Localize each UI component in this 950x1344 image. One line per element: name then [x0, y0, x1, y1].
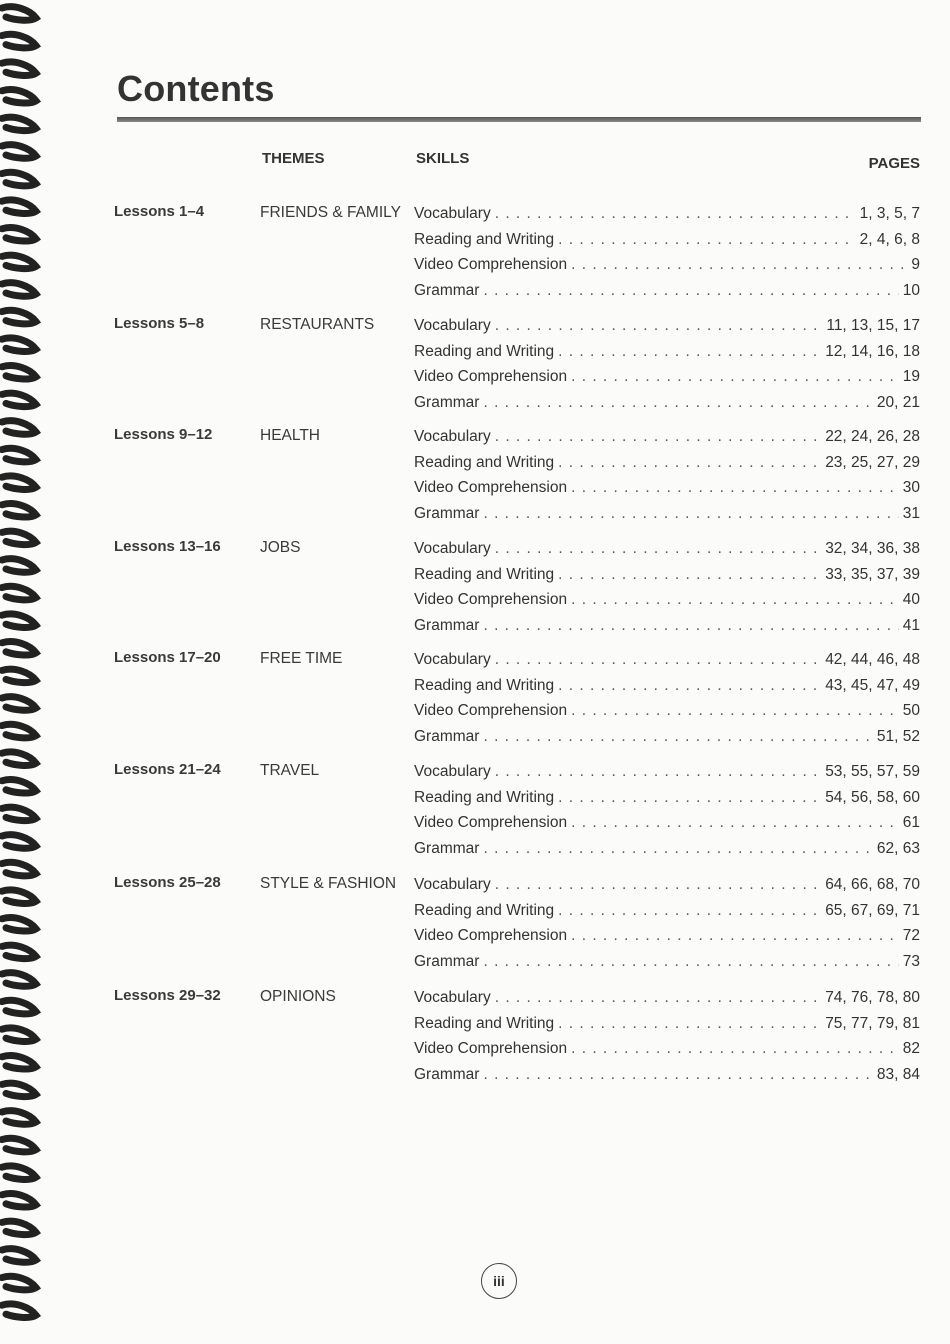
spiral-coil [2, 448, 36, 462]
skill-name: Reading and Writing [414, 230, 555, 248]
spiral-coil [2, 1000, 36, 1014]
skills-list [414, 763, 920, 865]
spiral-coil [2, 62, 36, 76]
page-refs: 54, 56, 58, 60 [825, 788, 920, 806]
spiral-coil [2, 973, 36, 987]
spiral-coil [2, 476, 36, 490]
lesson-group [114, 987, 922, 1091]
skill-row [414, 505, 920, 531]
skill-row [414, 540, 920, 566]
dot-leader [483, 394, 872, 412]
page-refs: 50 [902, 702, 920, 719]
skill-row [414, 454, 920, 480]
title-rule [117, 117, 921, 122]
lesson-range: Lessons 5–8 [114, 315, 205, 332]
skill-row [414, 368, 920, 394]
dot-leader [558, 677, 821, 695]
page-refs: 2, 4, 6, 8 [859, 230, 920, 248]
dot-leader [483, 282, 898, 300]
skill-name: Vocabulary [414, 763, 491, 780]
skill-name: Video Comprehension [414, 368, 568, 385]
themes-header: THEMES [262, 150, 325, 167]
dot-leader [558, 566, 821, 584]
skill-row [414, 702, 920, 728]
spiral-coil [2, 504, 36, 518]
skills-header: SKILLS [416, 150, 470, 167]
page-refs: 62, 63 [876, 839, 920, 857]
skill-row [414, 591, 920, 617]
dot-leader [571, 256, 907, 274]
dot-leader [483, 617, 898, 635]
page-refs: 73 [902, 952, 920, 970]
skill-row [414, 1066, 920, 1092]
lesson-group [114, 874, 922, 978]
dot-leader [483, 728, 872, 746]
dot-leader [558, 231, 856, 249]
spiral-coil [2, 807, 36, 821]
dot-leader [571, 368, 899, 386]
lesson-group [114, 761, 922, 865]
spiral-coil [2, 338, 36, 352]
spiral-coil [2, 1276, 36, 1290]
spiral-coil [2, 835, 36, 849]
skill-name: Grammar [414, 727, 480, 745]
spiral-coil [2, 531, 36, 545]
spiral-coil [2, 90, 36, 104]
spiral-coil [2, 1083, 36, 1097]
dot-leader [483, 840, 872, 858]
skill-row [414, 876, 920, 902]
dot-leader [495, 317, 823, 335]
dot-leader [495, 428, 821, 446]
dot-leader [483, 1066, 872, 1084]
skill-name: Vocabulary [414, 428, 491, 445]
dot-leader [495, 989, 821, 1007]
page-refs: 82 [902, 1040, 920, 1057]
spiral-coil [2, 862, 36, 876]
lesson-group [114, 649, 922, 753]
skill-name: Video Comprehension [414, 814, 568, 831]
lesson-group [114, 426, 922, 530]
theme-label: HEALTH [260, 427, 321, 444]
spiral-coil [2, 724, 36, 738]
skill-name: Grammar [414, 616, 480, 634]
skill-name: Reading and Writing [414, 453, 555, 471]
page-number: iii [481, 1263, 517, 1299]
page-refs: 12, 14, 16, 18 [825, 342, 920, 360]
dot-leader [571, 702, 899, 720]
dot-leader [571, 479, 899, 497]
dot-leader [571, 927, 899, 945]
skill-name: Grammar [414, 1065, 480, 1083]
page-refs: 33, 35, 37, 39 [825, 565, 920, 583]
page-refs: 74, 76, 78, 80 [825, 989, 920, 1006]
page-title: Contents [117, 68, 275, 109]
skill-name: Video Comprehension [414, 591, 568, 608]
skill-row [414, 763, 920, 789]
skill-row [414, 394, 920, 420]
spiral-coil [2, 586, 36, 600]
lesson-group [114, 315, 922, 419]
skill-row [414, 205, 920, 231]
spiral-coil [2, 1221, 36, 1235]
spiral-coil [2, 752, 36, 766]
lesson-range: Lessons 21–24 [114, 761, 221, 778]
skill-row [414, 317, 920, 343]
skill-name: Video Comprehension [414, 1040, 568, 1057]
dot-leader [495, 205, 856, 223]
spiral-coil [2, 1138, 36, 1152]
spiral-coil [2, 172, 36, 186]
skill-row [414, 231, 920, 257]
skill-row [414, 728, 920, 754]
spiral-coil [2, 7, 36, 21]
theme-label: OPINIONS [260, 988, 336, 1005]
skill-name: Grammar [414, 504, 480, 522]
skill-name: Reading and Writing [414, 565, 555, 583]
page-refs: 11, 13, 15, 17 [826, 317, 920, 334]
theme-label: FREE TIME [260, 650, 343, 667]
page-refs: 61 [902, 814, 920, 831]
spiral-coil [2, 393, 36, 407]
spiral-coil [2, 117, 36, 131]
page-refs: 53, 55, 57, 59 [825, 763, 920, 780]
page-refs: 1, 3, 5, 7 [859, 205, 920, 222]
skill-row [414, 428, 920, 454]
skill-name: Vocabulary [414, 205, 491, 222]
skills-list [414, 540, 920, 642]
page-refs: 20, 21 [876, 393, 920, 411]
spiral-coil [2, 642, 36, 656]
skill-row [414, 479, 920, 505]
lesson-range: Lessons 1–4 [114, 203, 205, 220]
spiral-coil [2, 1249, 36, 1263]
dot-leader [495, 651, 821, 669]
lesson-group [114, 538, 922, 642]
skill-row [414, 677, 920, 703]
skill-row [414, 789, 920, 815]
spiral-binding [0, 0, 48, 1344]
skill-name: Vocabulary [414, 876, 491, 893]
dot-leader [495, 876, 821, 894]
dot-leader [483, 953, 898, 971]
dot-leader [571, 591, 899, 609]
spiral-coil [2, 200, 36, 214]
page-refs: 72 [902, 927, 920, 944]
page-refs: 10 [902, 281, 920, 299]
dot-leader [558, 902, 821, 920]
page-refs: 83, 84 [876, 1065, 920, 1083]
skill-name: Vocabulary [414, 540, 491, 557]
page-refs: 22, 24, 26, 28 [825, 428, 920, 445]
skill-row [414, 840, 920, 866]
dot-leader [571, 1040, 899, 1058]
skill-row [414, 927, 920, 953]
spiral-coil [2, 145, 36, 159]
skill-row [414, 814, 920, 840]
spiral-coil [2, 669, 36, 683]
skill-name: Vocabulary [414, 317, 491, 334]
lesson-range: Lessons 25–28 [114, 874, 221, 891]
spiral-coil [2, 1304, 36, 1318]
theme-label: JOBS [260, 539, 301, 556]
spiral-coil [2, 697, 36, 711]
spiral-coil [2, 34, 36, 48]
lesson-range: Lessons 17–20 [114, 649, 221, 666]
skill-row [414, 902, 920, 928]
page-refs: 30 [902, 479, 920, 496]
spiral-coil [2, 918, 36, 932]
spiral-coil [2, 1166, 36, 1180]
skills-list [414, 205, 920, 307]
theme-label: TRAVEL [260, 762, 320, 779]
skill-name: Reading and Writing [414, 788, 555, 806]
skill-name: Vocabulary [414, 651, 491, 668]
skills-list [414, 876, 920, 978]
page-refs: 65, 67, 69, 71 [825, 901, 920, 919]
dot-leader [558, 1015, 821, 1033]
spiral-coil [2, 255, 36, 269]
spiral-coil [2, 945, 36, 959]
skill-row [414, 343, 920, 369]
spiral-coil [2, 890, 36, 904]
dot-leader [495, 763, 821, 781]
theme-label: RESTAURANTS [260, 316, 375, 333]
page-refs: 23, 25, 27, 29 [825, 453, 920, 471]
spiral-coil [2, 421, 36, 435]
spiral-coil [2, 614, 36, 628]
skill-name: Grammar [414, 281, 480, 299]
spiral-coil [2, 310, 36, 324]
page-refs: 31 [902, 504, 920, 522]
spiral-coil [2, 228, 36, 242]
skill-name: Grammar [414, 952, 480, 970]
lesson-range: Lessons 13–16 [114, 538, 221, 555]
skill-row [414, 1015, 920, 1041]
skill-row [414, 651, 920, 677]
page-refs: 41 [902, 616, 920, 634]
skill-row [414, 256, 920, 282]
lesson-range: Lessons 29–32 [114, 987, 221, 1004]
skill-row [414, 566, 920, 592]
skill-name: Grammar [414, 839, 480, 857]
page-refs: 42, 44, 46, 48 [825, 651, 920, 668]
skills-list [414, 651, 920, 753]
pages-header: PAGES [868, 155, 920, 172]
page-refs: 51, 52 [876, 727, 920, 745]
skill-row [414, 953, 920, 979]
page-refs: 75, 77, 79, 81 [825, 1014, 920, 1032]
dot-leader [558, 454, 821, 472]
spiral-coil [2, 1194, 36, 1208]
skill-name: Video Comprehension [414, 256, 568, 273]
page-refs: 40 [902, 591, 920, 608]
page-refs: 43, 45, 47, 49 [825, 676, 920, 694]
theme-label: STYLE & FASHION [260, 875, 397, 892]
spiral-coil [2, 1028, 36, 1042]
skills-list [414, 989, 920, 1091]
dot-leader [495, 540, 821, 558]
spiral-coil [2, 1111, 36, 1125]
spiral-coil [2, 1056, 36, 1070]
page-refs: 19 [902, 368, 920, 385]
page-refs: 9 [911, 256, 920, 273]
page-refs: 32, 34, 36, 38 [825, 540, 920, 557]
skill-name: Vocabulary [414, 989, 491, 1006]
skill-row [414, 989, 920, 1015]
skill-name: Video Comprehension [414, 479, 568, 496]
dot-leader [558, 789, 821, 807]
skill-row [414, 282, 920, 308]
dot-leader [558, 343, 821, 361]
spiral-coil [2, 283, 36, 297]
spiral-coil [2, 559, 36, 573]
skill-name: Reading and Writing [414, 1014, 555, 1032]
skill-name: Grammar [414, 393, 480, 411]
skills-list [414, 428, 920, 530]
theme-label: FRIENDS & FAMILY [260, 204, 401, 221]
skill-name: Reading and Writing [414, 676, 555, 694]
skills-list [414, 317, 920, 419]
dot-leader [571, 814, 899, 832]
spiral-coil [2, 780, 36, 794]
spiral-coil [2, 366, 36, 380]
lesson-group [114, 203, 922, 307]
skill-name: Video Comprehension [414, 702, 568, 719]
lesson-range: Lessons 9–12 [114, 426, 213, 443]
skill-name: Reading and Writing [414, 901, 555, 919]
skill-row [414, 617, 920, 643]
skill-name: Video Comprehension [414, 927, 568, 944]
skill-name: Reading and Writing [414, 342, 555, 360]
dot-leader [483, 505, 898, 523]
page-refs: 64, 66, 68, 70 [825, 876, 920, 893]
skill-row [414, 1040, 920, 1066]
